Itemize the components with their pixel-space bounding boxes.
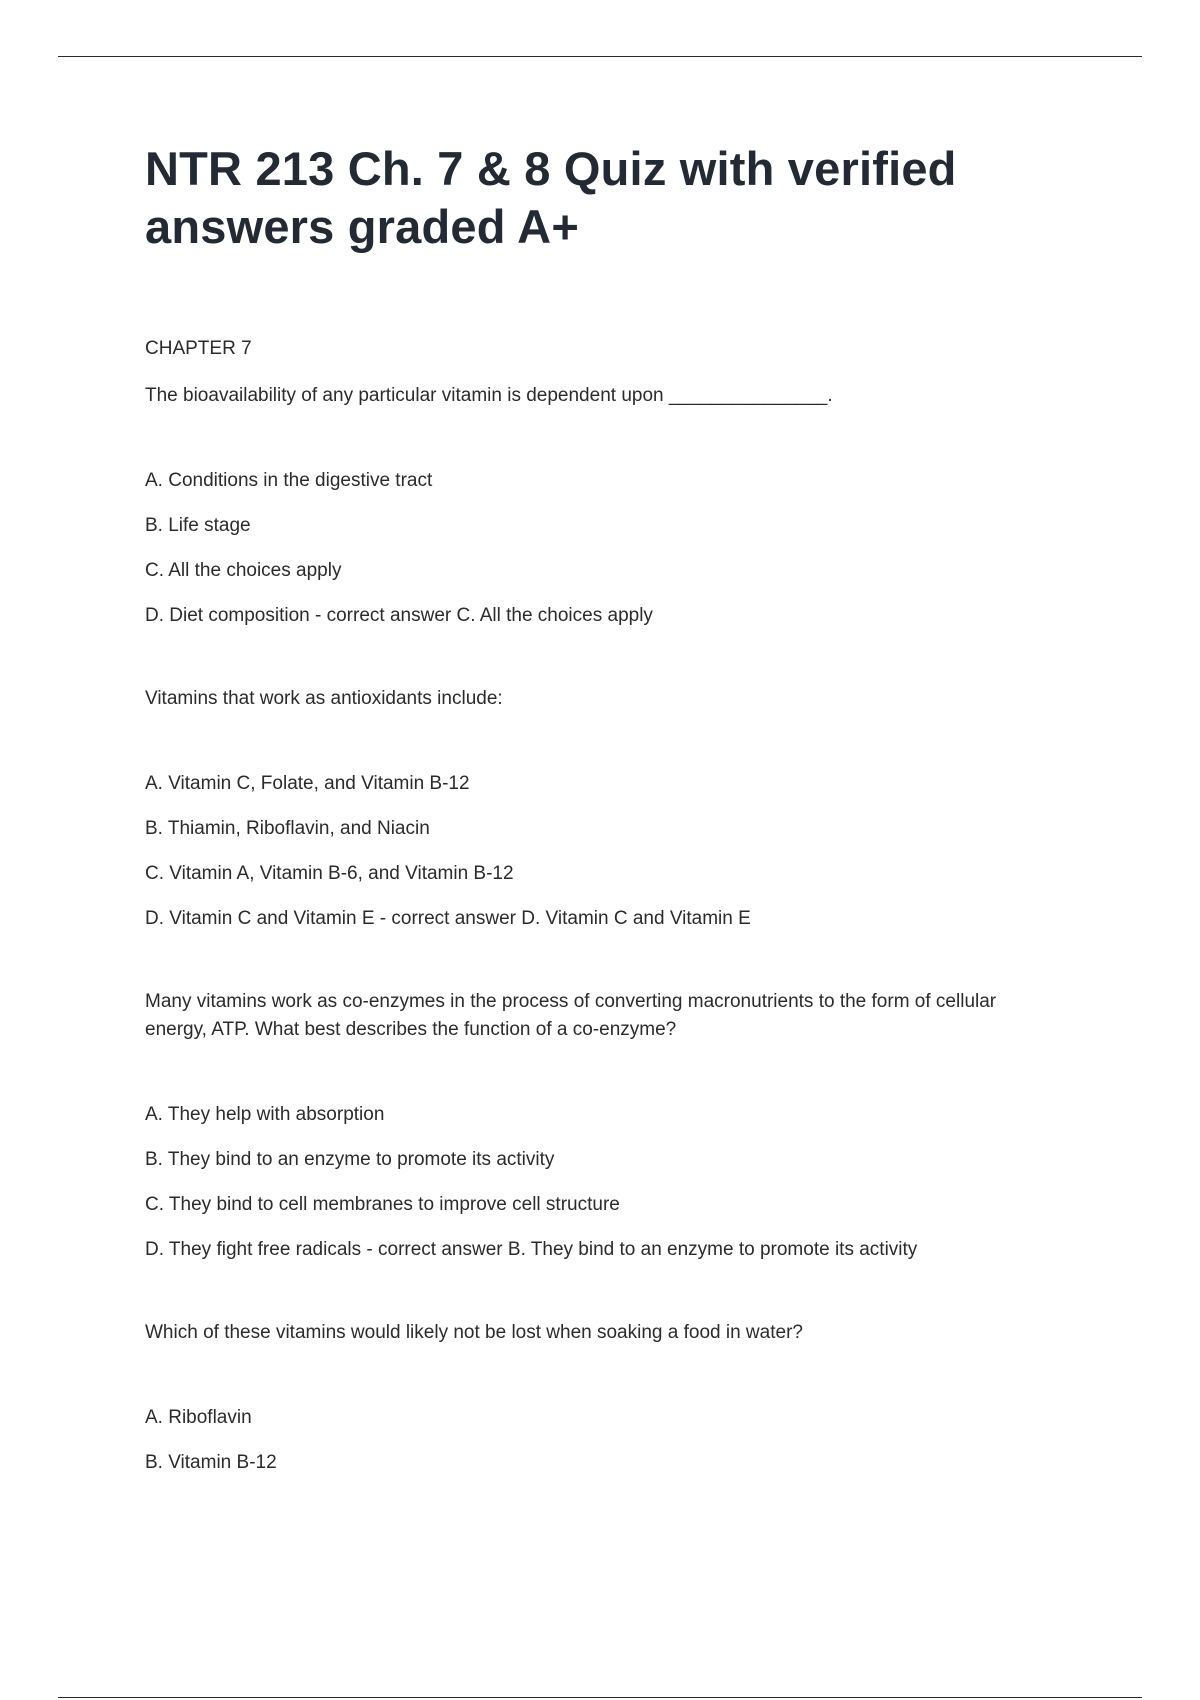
chapter-heading: CHAPTER 7 (145, 338, 252, 359)
question-text: Which of these vitamins would likely not be lost when soaking a food in water? (145, 1322, 803, 1343)
question-block (145, 685, 1045, 932)
answer-option: B. Life stage (145, 515, 251, 536)
answer-option: C. All the choices apply (145, 560, 342, 581)
answer-option: D. Vitamin C and Vitamin E - correct answer D. Vitamin C and Vitamin E (145, 908, 751, 929)
document-body (145, 140, 1045, 1495)
top-divider (58, 56, 1142, 57)
bottom-divider (58, 1697, 1142, 1698)
answer-option: C. They bind to cell membranes to improve cell structure (145, 1194, 620, 1215)
answer-option: B. They bind to an enzyme to promote its activity (145, 1149, 555, 1170)
question-text: Vitamins that work as antioxidants include: (145, 688, 503, 709)
document-title: NTR 213 Ch. 7 & 8 Quiz with verified answers graded A+ (145, 142, 957, 253)
answer-option: A. Riboflavin (145, 1407, 252, 1428)
answer-option: B. Vitamin B-12 (145, 1452, 277, 1473)
question-text: The bioavailability of any particular vitamin is dependent upon _______________. (145, 385, 833, 406)
answer-options (145, 1405, 1045, 1476)
answer-options (145, 771, 1045, 932)
answer-option: D. They fight free radicals - correct answer B. They bind to an enzyme to promote its activity (145, 1239, 918, 1260)
answer-option: D. Diet composition - correct answer C. All the choices apply (145, 605, 653, 626)
answer-options (145, 468, 1045, 629)
question-block (145, 1319, 1045, 1476)
answer-option: A. Conditions in the digestive tract (145, 470, 433, 491)
question-block (145, 382, 1045, 629)
answer-option: B. Thiamin, Riboflavin, and Niacin (145, 818, 430, 839)
answer-option: A. Vitamin C, Folate, and Vitamin B-12 (145, 773, 470, 794)
question-block (145, 988, 1045, 1263)
answer-option: C. Vitamin A, Vitamin B-6, and Vitamin B-12 (145, 863, 514, 884)
answer-options (145, 1102, 1045, 1263)
answer-option: A. They help with absorption (145, 1104, 385, 1125)
question-text: Many vitamins work as co-enzymes in the process of converting macronutrients to the form of cellular energy, ATP. What best describes the function of a co-enzyme? (145, 991, 997, 1040)
